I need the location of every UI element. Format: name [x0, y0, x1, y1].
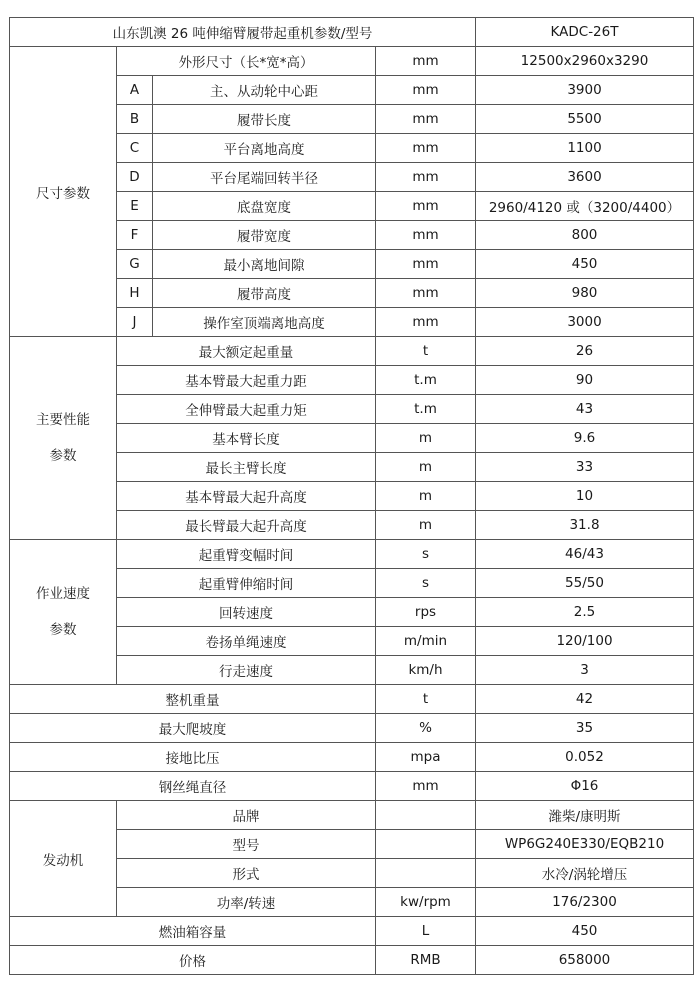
- param-value: 2.5: [476, 598, 694, 627]
- param-name: 回转速度: [117, 598, 376, 627]
- dimension-code: G: [117, 250, 153, 279]
- table-row: [10, 540, 694, 569]
- param-name: 功率/转速: [117, 888, 376, 917]
- param-name: 最长臂最大起升高度: [117, 511, 376, 540]
- param-value: Φ16: [476, 772, 694, 801]
- table-row: [10, 772, 694, 801]
- param-value: 980: [476, 279, 694, 308]
- param-name: 品牌: [117, 801, 376, 830]
- param-unit: L: [376, 917, 476, 946]
- param-value: 176/2300: [476, 888, 694, 917]
- param-value: 10: [476, 482, 694, 511]
- param-unit: mm: [376, 279, 476, 308]
- dimension-code: F: [117, 221, 153, 250]
- table-row: [10, 946, 694, 975]
- param-name: 卷扬单绳速度: [117, 627, 376, 656]
- param-name: 最大爬坡度: [10, 714, 376, 743]
- param-name: 主、从动轮中心距: [153, 76, 376, 105]
- group-label-line: 参数: [49, 448, 77, 464]
- param-value: 3000: [476, 308, 694, 337]
- param-unit: mm: [376, 250, 476, 279]
- dimension-code: D: [117, 163, 153, 192]
- param-value: 46/43: [476, 540, 694, 569]
- param-name: 燃油箱容量: [10, 917, 376, 946]
- param-value: 120/100: [476, 627, 694, 656]
- param-name: 外形尺寸（长*宽*高）: [117, 47, 376, 76]
- dimension-code: B: [117, 105, 153, 134]
- param-unit: m: [376, 511, 476, 540]
- param-unit: mm: [376, 308, 476, 337]
- param-unit: km/h: [376, 656, 476, 685]
- param-unit: rps: [376, 598, 476, 627]
- param-value: 55/50: [476, 569, 694, 598]
- param-name: 平台尾端回转半径: [153, 163, 376, 192]
- param-name: 起重臂伸缩时间: [117, 569, 376, 598]
- param-unit: t: [376, 337, 476, 366]
- param-value: 26: [476, 337, 694, 366]
- param-name: 基本臂长度: [117, 424, 376, 453]
- param-unit: [376, 830, 476, 859]
- param-unit: m: [376, 482, 476, 511]
- param-name: 履带高度: [153, 279, 376, 308]
- param-unit: mm: [376, 163, 476, 192]
- header-row: [10, 18, 694, 47]
- param-value: 42: [476, 685, 694, 714]
- param-unit: [376, 859, 476, 888]
- param-name: 底盘宽度: [153, 192, 376, 221]
- param-name: 接地比压: [10, 743, 376, 772]
- group-label-line: 主要性能: [36, 412, 90, 428]
- param-value: 800: [476, 221, 694, 250]
- param-name: 行走速度: [117, 656, 376, 685]
- param-name: 型号: [117, 830, 376, 859]
- dimension-code: H: [117, 279, 153, 308]
- param-unit: mpa: [376, 743, 476, 772]
- param-value: 3900: [476, 76, 694, 105]
- group-label-speed: [10, 540, 117, 685]
- param-value: 31.8: [476, 511, 694, 540]
- param-unit: s: [376, 569, 476, 598]
- model-number: KADC-26T: [476, 18, 694, 47]
- table-row: [10, 337, 694, 366]
- param-name: 起重臂变幅时间: [117, 540, 376, 569]
- param-name: 平台离地高度: [153, 134, 376, 163]
- param-value: 潍柴/康明斯: [476, 801, 694, 830]
- param-name: 基本臂最大起升高度: [117, 482, 376, 511]
- group-label-dimensions: 尺寸参数: [10, 47, 117, 337]
- param-name: 履带宽度: [153, 221, 376, 250]
- param-unit: m: [376, 453, 476, 482]
- param-unit: mm: [376, 134, 476, 163]
- group-label-engine: 发动机: [10, 801, 117, 917]
- param-value: 43: [476, 395, 694, 424]
- param-value: 5500: [476, 105, 694, 134]
- table-row: [10, 801, 694, 830]
- param-value: 33: [476, 453, 694, 482]
- param-name: 整机重量: [10, 685, 376, 714]
- dimension-code: J: [117, 308, 153, 337]
- param-name: 形式: [117, 859, 376, 888]
- param-value: 3600: [476, 163, 694, 192]
- param-name: 最小离地间隙: [153, 250, 376, 279]
- param-unit: mm: [376, 772, 476, 801]
- param-value: 水冷/涡轮增压: [476, 859, 694, 888]
- param-value: 450: [476, 250, 694, 279]
- table-row: [10, 743, 694, 772]
- param-value: 658000: [476, 946, 694, 975]
- param-unit: mm: [376, 105, 476, 134]
- param-unit: m: [376, 424, 476, 453]
- param-unit: t.m: [376, 395, 476, 424]
- param-unit: RMB: [376, 946, 476, 975]
- param-unit: kw/rpm: [376, 888, 476, 917]
- param-value: 90: [476, 366, 694, 395]
- param-name: 履带长度: [153, 105, 376, 134]
- param-value: 35: [476, 714, 694, 743]
- param-unit: mm: [376, 192, 476, 221]
- spec-table: [9, 17, 694, 975]
- param-value: 9.6: [476, 424, 694, 453]
- param-unit: t: [376, 685, 476, 714]
- param-value: WP6G240E330/EQB210: [476, 830, 694, 859]
- param-unit: %: [376, 714, 476, 743]
- dimension-code: C: [117, 134, 153, 163]
- table-row: [10, 917, 694, 946]
- param-value: 12500x2960x3290: [476, 47, 694, 76]
- table-row: [10, 714, 694, 743]
- param-name: 价格: [10, 946, 376, 975]
- table-row: [10, 47, 694, 76]
- table-row: [10, 685, 694, 714]
- param-name: 全伸臂最大起重力矩: [117, 395, 376, 424]
- param-unit: m/min: [376, 627, 476, 656]
- group-label-line: 作业速度: [36, 586, 90, 602]
- param-name: 最大额定起重量: [117, 337, 376, 366]
- group-label-line: 参数: [49, 622, 77, 638]
- dimension-code: E: [117, 192, 153, 221]
- param-name: 操作室顶端离地高度: [153, 308, 376, 337]
- dimension-code: A: [117, 76, 153, 105]
- param-value: 2960/4120 或（3200/4400）: [476, 192, 694, 221]
- param-unit: [376, 801, 476, 830]
- param-unit: mm: [376, 47, 476, 76]
- param-name: 最长主臂长度: [117, 453, 376, 482]
- param-unit: mm: [376, 221, 476, 250]
- param-name: 基本臂最大起重力距: [117, 366, 376, 395]
- table-title: 山东凯澳 26 吨伸缩臂履带起重机参数/型号: [10, 18, 476, 47]
- param-unit: s: [376, 540, 476, 569]
- param-unit: t.m: [376, 366, 476, 395]
- param-value: 1100: [476, 134, 694, 163]
- param-unit: mm: [376, 76, 476, 105]
- param-name: 钢丝绳直径: [10, 772, 376, 801]
- param-value: 450: [476, 917, 694, 946]
- param-value: 0.052: [476, 743, 694, 772]
- group-label-performance: [10, 337, 117, 540]
- param-value: 3: [476, 656, 694, 685]
